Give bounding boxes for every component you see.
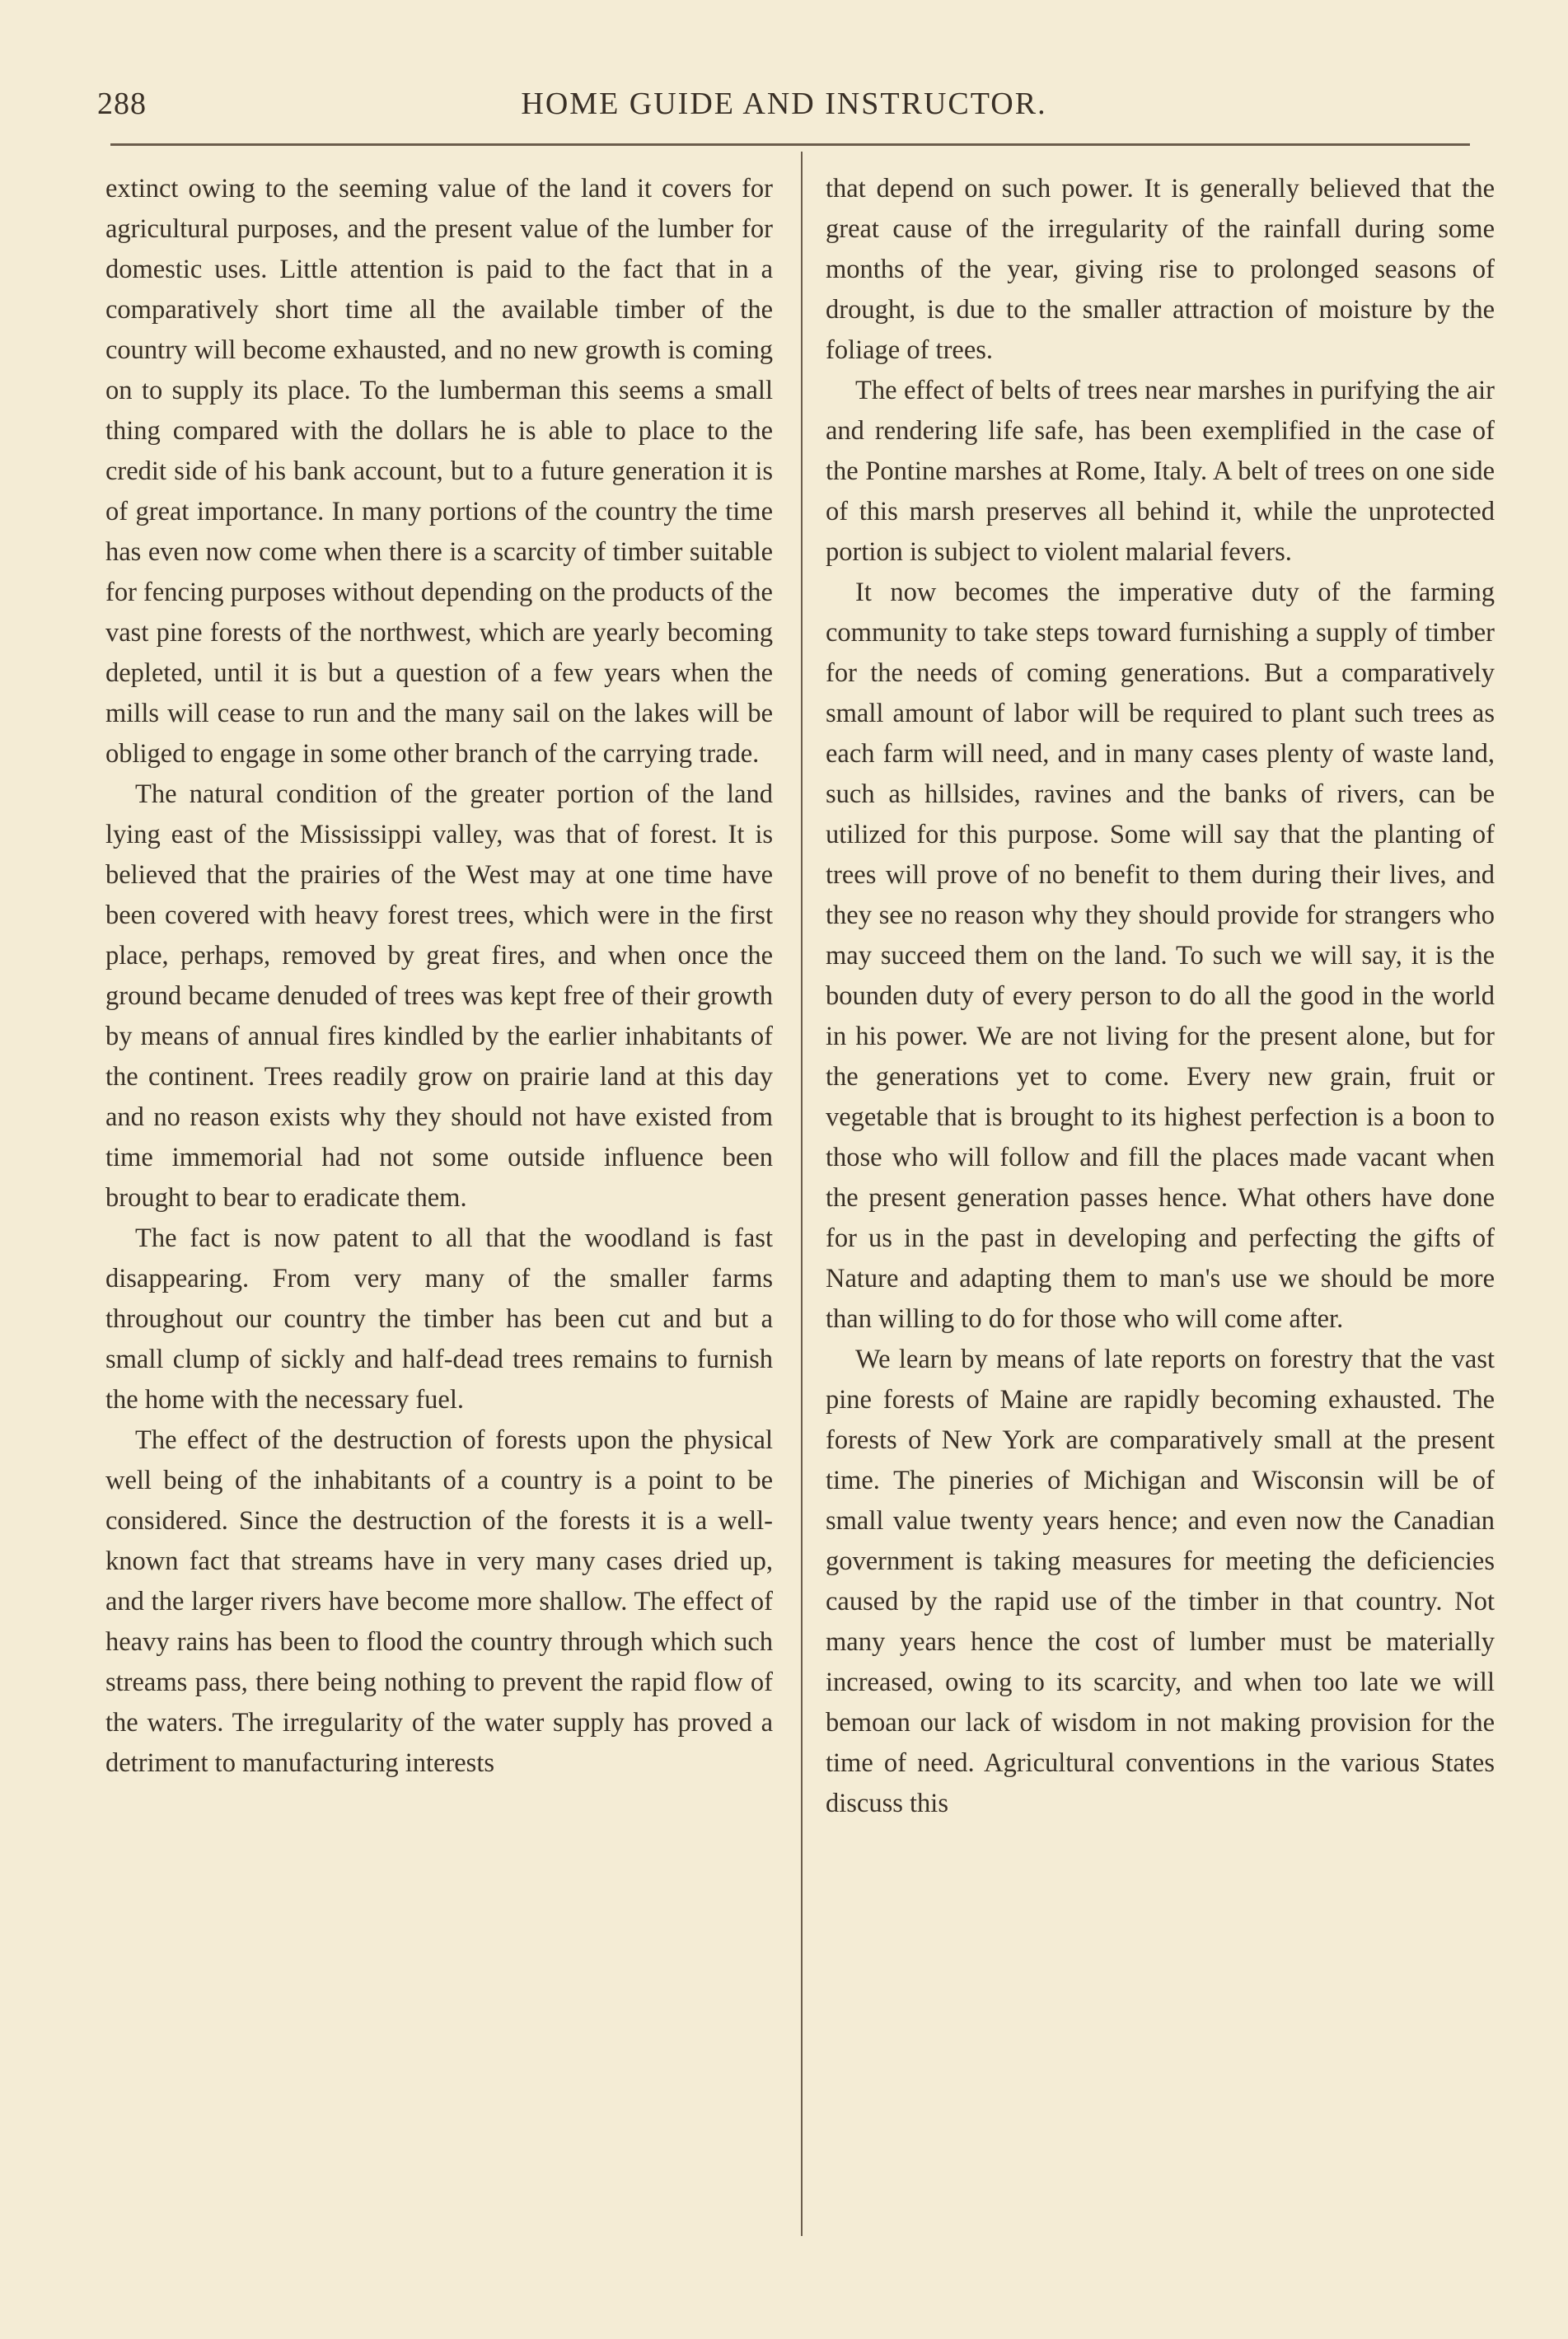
- right-column: [826, 169, 1495, 1824]
- paragraph: The effect of belts of trees near marshes in purifying the air and rendering life safe, has been exemplified in the case of the Pontine marshes at Rome, Italy. A belt of trees on one side of this marsh preserves all behind it, while the unprotected portion is subject to violent malarial fevers.: [826, 376, 1495, 567]
- paragraph: The fact is now patent to all that the woodland is fast disappearing. From very many of the smaller farms throughout our country the timber has been cut and but a small clump of sickly and half-dead trees remains to furnish the home with the necessary fuel.: [105, 1223, 773, 1415]
- paragraph: We learn by means of late reports on forestry that the vast pine forests of Maine are rapidly becoming exhausted. The forests of New York are comparatively small at the present time. The pineries of Michigan and Wisconsin will be of small value twenty years hence; and even now the Canadian government is taking measures for meeting the deficiencies caused by the rapid use of the timber in that country. Not many years hence the cost of lumber must be materially increased, owing to its scarcity, and when too late we will bemoan our lack of wisdom in not making provision for the time of need. Agricultural conventions in the various States discuss this: [826, 1345, 1495, 1818]
- header-rule: [110, 143, 1470, 146]
- paragraph: The effect of the destruction of forests upon the physical well being of the inhabitants of a country is a point to be considered. Since the destruction of the forests it is a well-known fact that streams have in very many cases dried up, and the larger rivers have become more shallow. The effect of heavy rains has been to flood the country through which such streams pass, there being nothing to prevent the rapid flow of the waters. The irregularity of the water supply has proved a detriment to manufacturing interests: [105, 1425, 773, 1778]
- paragraph: extinct owing to the seeming value of the land it covers for agricultural purposes, and the present value of the lumber for domestic uses. Little attention is paid to the fact that in a comparatively short time all the available timber of the country will become exhausted, and no new growth is coming on to supply its place. To the lumberman this seems a small thing compared with the dollars he is able to place to the credit side of his bank account, but to a future generation it is of great importance. In many portions of the country the time has even now come when there is a scarcity of timber suitable for fencing purposes without depending on the products of the vast pine forests of the northwest, which are yearly becoming depleted, until it is but a question of a few years when the mills will cease to run and the many sail on the lakes will be obliged to engage in some other branch of the carrying trade.: [105, 174, 773, 769]
- page-number: 288: [97, 87, 147, 121]
- left-column: [105, 169, 773, 1784]
- paragraph: It now becomes the imperative duty of the farming community to take steps toward furnishing a supply of timber for the needs of coming generations. But a comparatively small amount of labor will be required to plant such trees as each farm will need, and in many cases plenty of waste land, such as hillsides, ravines and the banks of rivers, can be utilized for this purpose. Some will say that the planting of trees will prove of no benefit to them during their lives, and they see no reason why they should provide for strangers who may succeed them on the land. To such we will say, it is the bounden duty of every person to do all the good in the world in his power. We are not living for the present alone, but for the generations yet to come. Every new grain, fruit or vegetable that is brought to its highest perfection is a boon to those who will follow and fill the places made vacant when the present generation passes hence. What others have done for us in the past in developing and perfecting the gifts of Nature and adapting them to man's use we should be more than willing to do for those who will come after.: [826, 578, 1495, 1334]
- paragraph: that depend on such power. It is generally believed that the great cause of the irregularity of the rainfall during some months of the year, giving rise to prolonged seasons of drought, is due to the smaller attraction of moisture by the foliage of trees.: [826, 174, 1495, 365]
- column-divider: [801, 152, 803, 2236]
- page-header: [0, 81, 1568, 130]
- running-head-title: HOME GUIDE AND INSTRUCTOR.: [521, 87, 1047, 121]
- paragraph: The natural condition of the greater portion of the land lying east of the Mississippi valley, was that of forest. It is believed that the prairies of the West may at one time have been covered with heavy forest trees, which were in the first place, perhaps, removed by great fires, and when once the ground became denuded of trees was kept free of their growth by means of annual fires kindled by the earlier inhabitants of the continent. Trees readily grow on prairie land at this day and no reason exists why they should not have existed from time immemorial had not some outside influence been brought to bear to eradicate them.: [105, 779, 773, 1213]
